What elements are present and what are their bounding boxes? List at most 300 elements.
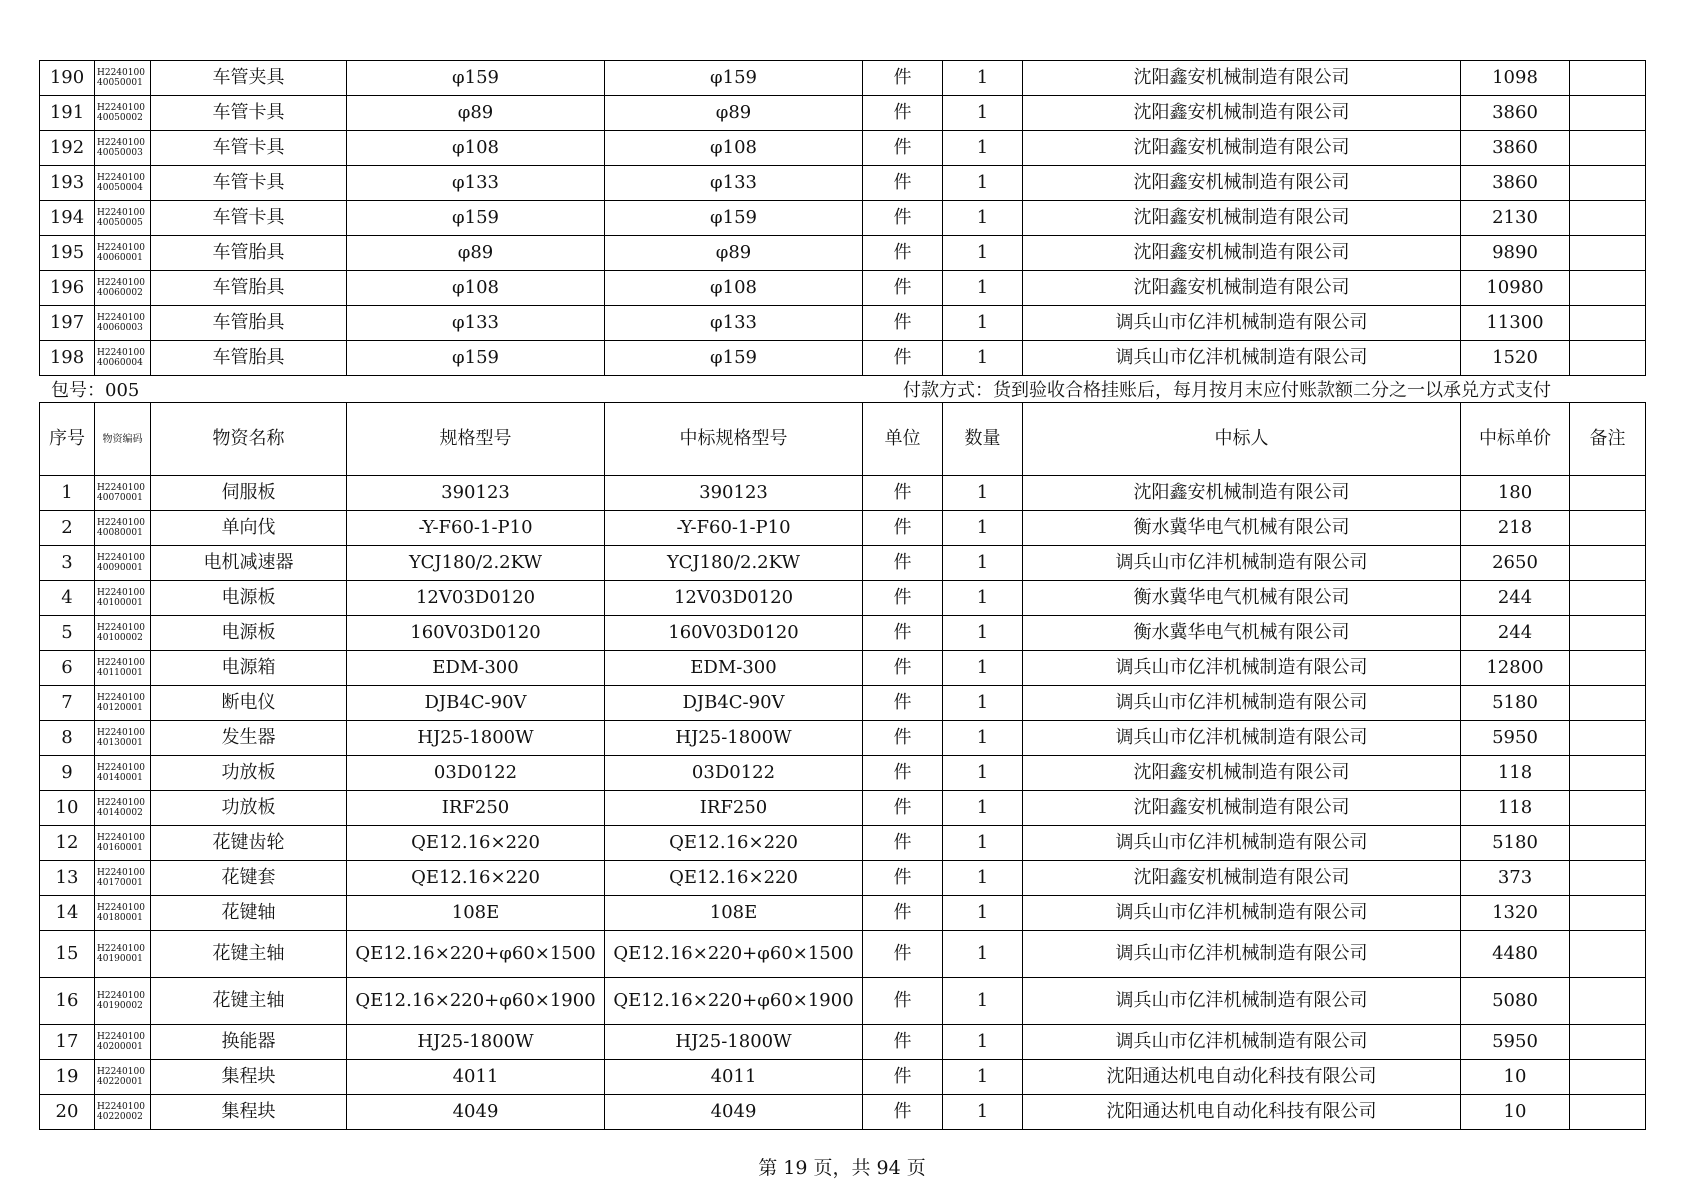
- cell-qty: 1: [943, 756, 1023, 791]
- cell-spec: 03D0122: [347, 756, 605, 791]
- cell-price: 12800: [1461, 651, 1570, 686]
- cell-remark: [1570, 896, 1646, 931]
- cell-remark: [1570, 236, 1646, 271]
- cell-remark: [1570, 931, 1646, 978]
- code-part: H2240100: [97, 517, 145, 528]
- cell-unit: 件: [863, 96, 943, 131]
- cell-unit: 件: [863, 306, 943, 341]
- header-name: 物资名称: [151, 403, 347, 476]
- code-part: 40060002: [97, 288, 143, 298]
- code-part: H2240100: [97, 1101, 145, 1112]
- cell-unit: 件: [863, 166, 943, 201]
- cell-no: 13: [40, 861, 95, 896]
- cell-name: 花键主轴: [151, 931, 347, 978]
- package-info: [39, 375, 1645, 400]
- cell-name: 车管卡具: [151, 96, 347, 131]
- cell-code: [95, 826, 151, 861]
- cell-bid-spec: YCJ180/2.2KW: [605, 546, 863, 581]
- cell-qty: 1: [943, 896, 1023, 931]
- cell-bid-spec: HJ25-1800W: [605, 721, 863, 756]
- cell-price: 118: [1461, 791, 1570, 826]
- code-part: H2240100: [97, 207, 145, 218]
- cell-qty: 1: [943, 826, 1023, 861]
- cell-unit: 件: [863, 476, 943, 511]
- cell-price: 1520: [1461, 341, 1570, 376]
- cell-remark: [1570, 686, 1646, 721]
- table-header-row: [40, 403, 1646, 476]
- cell-qty: 1: [943, 1095, 1023, 1130]
- cell-name: 集程块: [151, 1060, 347, 1095]
- table-row: [40, 476, 1646, 511]
- package-label: 包号：005: [51, 380, 140, 401]
- cell-code: [95, 201, 151, 236]
- cell-qty: 1: [943, 201, 1023, 236]
- code-part: 40110001: [97, 668, 143, 678]
- cell-winner: 沈阳鑫安机械制造有限公司: [1023, 96, 1461, 131]
- table-row: [40, 861, 1646, 896]
- cell-bid-spec: -Y-F60-1-P10: [605, 511, 863, 546]
- cell-remark: [1570, 978, 1646, 1025]
- code-part: 40060003: [97, 323, 143, 333]
- cell-remark: [1570, 271, 1646, 306]
- table-row: [40, 826, 1646, 861]
- table-row: [40, 581, 1646, 616]
- cell-remark: [1570, 1060, 1646, 1095]
- cell-winner: 调兵山市亿沣机械制造有限公司: [1023, 341, 1461, 376]
- code-part: H2240100: [97, 902, 145, 913]
- cell-name: 功放板: [151, 791, 347, 826]
- cell-remark: [1570, 791, 1646, 826]
- cell-code: [95, 581, 151, 616]
- cell-name: 车管卡具: [151, 166, 347, 201]
- cell-winner: 调兵山市亿沣机械制造有限公司: [1023, 686, 1461, 721]
- cell-code: [95, 686, 151, 721]
- code-part: H2240100: [97, 692, 145, 703]
- cell-price: 9890: [1461, 236, 1570, 271]
- cell-remark: [1570, 511, 1646, 546]
- code-part: 40190001: [97, 954, 143, 964]
- code-part: 40220002: [97, 1112, 143, 1122]
- cell-code: [95, 1095, 151, 1130]
- cell-no: 7: [40, 686, 95, 721]
- cell-unit: 件: [863, 271, 943, 306]
- cell-unit: 件: [863, 236, 943, 271]
- table-row: [40, 1060, 1646, 1095]
- table-row: [40, 756, 1646, 791]
- cell-remark: [1570, 651, 1646, 686]
- cell-spec: φ159: [347, 61, 605, 96]
- cell-bid-spec: QE12.16×220+φ60×1900: [605, 978, 863, 1025]
- cell-remark: [1570, 476, 1646, 511]
- cell-code: [95, 166, 151, 201]
- cell-name: 电源板: [151, 616, 347, 651]
- code-part: 40190002: [97, 1001, 143, 1011]
- cell-winner: 沈阳通达机电自动化科技有限公司: [1023, 1095, 1461, 1130]
- cell-spec: QE12.16×220+φ60×1500: [347, 931, 605, 978]
- cell-winner: 调兵山市亿沣机械制造有限公司: [1023, 1025, 1461, 1060]
- code-part: 40070001: [97, 493, 143, 503]
- cell-remark: [1570, 306, 1646, 341]
- cell-no: 195: [40, 236, 95, 271]
- cell-remark: [1570, 546, 1646, 581]
- cell-unit: 件: [863, 201, 943, 236]
- code-part: H2240100: [97, 943, 145, 954]
- cell-spec: QE12.16×220: [347, 861, 605, 896]
- cell-unit: 件: [863, 978, 943, 1025]
- cell-winner: 沈阳鑫安机械制造有限公司: [1023, 791, 1461, 826]
- code-part: 40170001: [97, 878, 143, 888]
- header-price: 中标单价: [1461, 403, 1570, 476]
- cell-unit: 件: [863, 651, 943, 686]
- cell-spec: YCJ180/2.2KW: [347, 546, 605, 581]
- items-table-continued-body: [40, 61, 1646, 376]
- cell-code: [95, 721, 151, 756]
- cell-code: [95, 791, 151, 826]
- table-row: [40, 131, 1646, 166]
- cell-qty: 1: [943, 978, 1023, 1025]
- items-table-package: [39, 402, 1646, 1130]
- cell-no: 190: [40, 61, 95, 96]
- cell-spec: QE12.16×220: [347, 826, 605, 861]
- cell-no: 1: [40, 476, 95, 511]
- code-part: H2240100: [97, 172, 145, 183]
- cell-price: 244: [1461, 581, 1570, 616]
- cell-price: 2130: [1461, 201, 1570, 236]
- code-part: H2240100: [97, 67, 145, 78]
- cell-no: 16: [40, 978, 95, 1025]
- cell-no: 15: [40, 931, 95, 978]
- items-table-package-body: [40, 476, 1646, 1130]
- cell-price: 11300: [1461, 306, 1570, 341]
- cell-name: 车管胎具: [151, 236, 347, 271]
- table-row: [40, 201, 1646, 236]
- cell-qty: 1: [943, 476, 1023, 511]
- cell-price: 5180: [1461, 826, 1570, 861]
- cell-price: 10: [1461, 1060, 1570, 1095]
- cell-spec: HJ25-1800W: [347, 1025, 605, 1060]
- cell-remark: [1570, 861, 1646, 896]
- cell-bid-spec: 4049: [605, 1095, 863, 1130]
- cell-unit: 件: [863, 826, 943, 861]
- cell-winner: 沈阳鑫安机械制造有限公司: [1023, 476, 1461, 511]
- cell-qty: 1: [943, 236, 1023, 271]
- cell-no: 19: [40, 1060, 95, 1095]
- cell-bid-spec: φ89: [605, 96, 863, 131]
- cell-name: 单向伐: [151, 511, 347, 546]
- cell-no: 198: [40, 341, 95, 376]
- code-part: 40100002: [97, 633, 143, 643]
- cell-code: [95, 236, 151, 271]
- cell-code: [95, 896, 151, 931]
- cell-spec: φ108: [347, 131, 605, 166]
- cell-price: 244: [1461, 616, 1570, 651]
- cell-spec: 4049: [347, 1095, 605, 1130]
- cell-unit: 件: [863, 861, 943, 896]
- cell-remark: [1570, 131, 1646, 166]
- cell-bid-spec: φ159: [605, 61, 863, 96]
- cell-spec: 390123: [347, 476, 605, 511]
- code-part: H2240100: [97, 797, 145, 808]
- cell-remark: [1570, 826, 1646, 861]
- cell-winner: 沈阳鑫安机械制造有限公司: [1023, 236, 1461, 271]
- code-part: 40180001: [97, 913, 143, 923]
- cell-qty: 1: [943, 166, 1023, 201]
- code-part: 40050001: [97, 78, 143, 88]
- cell-name: 车管夹具: [151, 61, 347, 96]
- cell-unit: 件: [863, 1060, 943, 1095]
- cell-qty: 1: [943, 616, 1023, 651]
- code-part: H2240100: [97, 622, 145, 633]
- cell-spec: -Y-F60-1-P10: [347, 511, 605, 546]
- cell-remark: [1570, 756, 1646, 791]
- cell-no: 2: [40, 511, 95, 546]
- cell-bid-spec: QE12.16×220: [605, 826, 863, 861]
- cell-spec: 160V03D0120: [347, 616, 605, 651]
- header-winner: 中标人: [1023, 403, 1461, 476]
- cell-no: 192: [40, 131, 95, 166]
- cell-name: 车管胎具: [151, 271, 347, 306]
- cell-no: 4: [40, 581, 95, 616]
- cell-remark: [1570, 1095, 1646, 1130]
- code-part: 40050005: [97, 218, 143, 228]
- table-row: [40, 306, 1646, 341]
- cell-price: 5180: [1461, 686, 1570, 721]
- cell-price: 4480: [1461, 931, 1570, 978]
- cell-spec: 4011: [347, 1060, 605, 1095]
- code-part: 40080001: [97, 528, 143, 538]
- cell-price: 218: [1461, 511, 1570, 546]
- cell-name: 花键轴: [151, 896, 347, 931]
- cell-spec: 12V03D0120: [347, 581, 605, 616]
- cell-bid-spec: 12V03D0120: [605, 581, 863, 616]
- cell-code: [95, 931, 151, 978]
- header-qty: 数量: [943, 403, 1023, 476]
- code-part: 40220001: [97, 1077, 143, 1087]
- cell-code: [95, 616, 151, 651]
- cell-qty: 1: [943, 96, 1023, 131]
- cell-unit: 件: [863, 131, 943, 166]
- cell-name: 断电仪: [151, 686, 347, 721]
- cell-no: 3: [40, 546, 95, 581]
- cell-name: 发生器: [151, 721, 347, 756]
- cell-winner: 衡水冀华电气机械有限公司: [1023, 616, 1461, 651]
- code-part: H2240100: [97, 990, 145, 1001]
- header-bid-spec: 中标规格型号: [605, 403, 863, 476]
- cell-price: 180: [1461, 476, 1570, 511]
- table-row: [40, 96, 1646, 131]
- cell-winner: 沈阳鑫安机械制造有限公司: [1023, 131, 1461, 166]
- cell-qty: 1: [943, 511, 1023, 546]
- cell-bid-spec: 4011: [605, 1060, 863, 1095]
- cell-qty: 1: [943, 1025, 1023, 1060]
- cell-spec: φ133: [347, 166, 605, 201]
- cell-bid-spec: DJB4C-90V: [605, 686, 863, 721]
- cell-bid-spec: φ159: [605, 201, 863, 236]
- code-part: 40060001: [97, 253, 143, 263]
- cell-price: 3860: [1461, 166, 1570, 201]
- cell-qty: 1: [943, 61, 1023, 96]
- cell-qty: 1: [943, 131, 1023, 166]
- cell-unit: 件: [863, 756, 943, 791]
- cell-price: 2650: [1461, 546, 1570, 581]
- cell-winner: 衡水冀华电气机械有限公司: [1023, 581, 1461, 616]
- cell-remark: [1570, 166, 1646, 201]
- table-row: [40, 896, 1646, 931]
- cell-no: 196: [40, 271, 95, 306]
- cell-remark: [1570, 616, 1646, 651]
- cell-unit: 件: [863, 341, 943, 376]
- cell-qty: 1: [943, 686, 1023, 721]
- cell-price: 5950: [1461, 1025, 1570, 1060]
- cell-winner: 调兵山市亿沣机械制造有限公司: [1023, 896, 1461, 931]
- code-part: H2240100: [97, 102, 145, 113]
- cell-bid-spec: QE12.16×220: [605, 861, 863, 896]
- code-part: H2240100: [97, 312, 145, 323]
- header-unit: 单位: [863, 403, 943, 476]
- cell-qty: 1: [943, 271, 1023, 306]
- header-no: 序号: [40, 403, 95, 476]
- cell-price: 373: [1461, 861, 1570, 896]
- cell-qty: 1: [943, 306, 1023, 341]
- code-part: H2240100: [97, 137, 145, 148]
- code-part: H2240100: [97, 1031, 145, 1042]
- cell-qty: 1: [943, 581, 1023, 616]
- cell-name: 花键套: [151, 861, 347, 896]
- cell-winner: 调兵山市亿沣机械制造有限公司: [1023, 978, 1461, 1025]
- table-row: [40, 651, 1646, 686]
- cell-unit: 件: [863, 791, 943, 826]
- cell-no: 197: [40, 306, 95, 341]
- cell-winner: 调兵山市亿沣机械制造有限公司: [1023, 931, 1461, 978]
- cell-name: 电源箱: [151, 651, 347, 686]
- code-part: 40120001: [97, 703, 143, 713]
- cell-qty: 1: [943, 861, 1023, 896]
- items-table-continued: [39, 60, 1646, 376]
- cell-bid-spec: HJ25-1800W: [605, 1025, 863, 1060]
- cell-no: 191: [40, 96, 95, 131]
- code-part: H2240100: [97, 657, 145, 668]
- cell-unit: 件: [863, 721, 943, 756]
- cell-name: 伺服板: [151, 476, 347, 511]
- code-part: 40060004: [97, 358, 143, 368]
- cell-bid-spec: 108E: [605, 896, 863, 931]
- code-part: 40160001: [97, 843, 143, 853]
- cell-unit: 件: [863, 931, 943, 978]
- cell-unit: 件: [863, 896, 943, 931]
- table-row: [40, 166, 1646, 201]
- table-row: [40, 791, 1646, 826]
- cell-qty: 1: [943, 341, 1023, 376]
- cell-winner: 沈阳鑫安机械制造有限公司: [1023, 166, 1461, 201]
- code-part: 40140002: [97, 808, 143, 818]
- cell-unit: 件: [863, 1025, 943, 1060]
- code-part: H2240100: [97, 727, 145, 738]
- cell-name: 车管卡具: [151, 131, 347, 166]
- cell-spec: 108E: [347, 896, 605, 931]
- cell-remark: [1570, 581, 1646, 616]
- cell-code: [95, 1025, 151, 1060]
- cell-code: [95, 1060, 151, 1095]
- cell-no: 14: [40, 896, 95, 931]
- cell-no: 9: [40, 756, 95, 791]
- cell-no: 194: [40, 201, 95, 236]
- cell-code: [95, 96, 151, 131]
- cell-qty: 1: [943, 1060, 1023, 1095]
- cell-code: [95, 61, 151, 96]
- cell-price: 3860: [1461, 131, 1570, 166]
- cell-qty: 1: [943, 546, 1023, 581]
- cell-price: 1320: [1461, 896, 1570, 931]
- payment-terms: 付款方式：货到验收合格挂账后，每月按月末应付账款额二分之一以承兑方式支付: [903, 380, 1551, 401]
- table-row: [40, 61, 1646, 96]
- cell-name: 车管胎具: [151, 341, 347, 376]
- cell-winner: 调兵山市亿沣机械制造有限公司: [1023, 546, 1461, 581]
- cell-price: 5950: [1461, 721, 1570, 756]
- cell-winner: 沈阳通达机电自动化科技有限公司: [1023, 1060, 1461, 1095]
- table-row: [40, 271, 1646, 306]
- cell-spec: IRF250: [347, 791, 605, 826]
- cell-bid-spec: φ159: [605, 341, 863, 376]
- cell-spec: EDM-300: [347, 651, 605, 686]
- cell-name: 花键主轴: [151, 978, 347, 1025]
- code-part: H2240100: [97, 832, 145, 843]
- table-row: [40, 1025, 1646, 1060]
- cell-bid-spec: QE12.16×220+φ60×1500: [605, 931, 863, 978]
- cell-name: 电机减速器: [151, 546, 347, 581]
- cell-price: 10: [1461, 1095, 1570, 1130]
- cell-winner: 沈阳鑫安机械制造有限公司: [1023, 61, 1461, 96]
- code-part: H2240100: [97, 347, 145, 358]
- cell-remark: [1570, 721, 1646, 756]
- cell-unit: 件: [863, 61, 943, 96]
- cell-code: [95, 651, 151, 686]
- cell-unit: 件: [863, 686, 943, 721]
- cell-remark: [1570, 341, 1646, 376]
- cell-price: 10980: [1461, 271, 1570, 306]
- cell-price: 1098: [1461, 61, 1570, 96]
- header-spec: 规格型号: [347, 403, 605, 476]
- cell-bid-spec: 03D0122: [605, 756, 863, 791]
- cell-spec: HJ25-1800W: [347, 721, 605, 756]
- table-row: [40, 931, 1646, 978]
- cell-bid-spec: φ133: [605, 306, 863, 341]
- cell-code: [95, 271, 151, 306]
- cell-spec: φ133: [347, 306, 605, 341]
- cell-price: 3860: [1461, 96, 1570, 131]
- code-part: 40200001: [97, 1042, 143, 1052]
- code-part: 40130001: [97, 738, 143, 748]
- cell-code: [95, 306, 151, 341]
- code-part: H2240100: [97, 587, 145, 598]
- cell-code: [95, 756, 151, 791]
- cell-name: 功放板: [151, 756, 347, 791]
- cell-price: 5080: [1461, 978, 1570, 1025]
- table-row: [40, 546, 1646, 581]
- table-row: [40, 686, 1646, 721]
- cell-qty: 1: [943, 721, 1023, 756]
- cell-qty: 1: [943, 931, 1023, 978]
- cell-price: 118: [1461, 756, 1570, 791]
- cell-winner: 调兵山市亿沣机械制造有限公司: [1023, 651, 1461, 686]
- cell-remark: [1570, 61, 1646, 96]
- cell-bid-spec: 160V03D0120: [605, 616, 863, 651]
- cell-no: 20: [40, 1095, 95, 1130]
- cell-no: 6: [40, 651, 95, 686]
- cell-code: [95, 131, 151, 166]
- cell-name: 车管卡具: [151, 201, 347, 236]
- table-row: [40, 978, 1646, 1025]
- cell-no: 10: [40, 791, 95, 826]
